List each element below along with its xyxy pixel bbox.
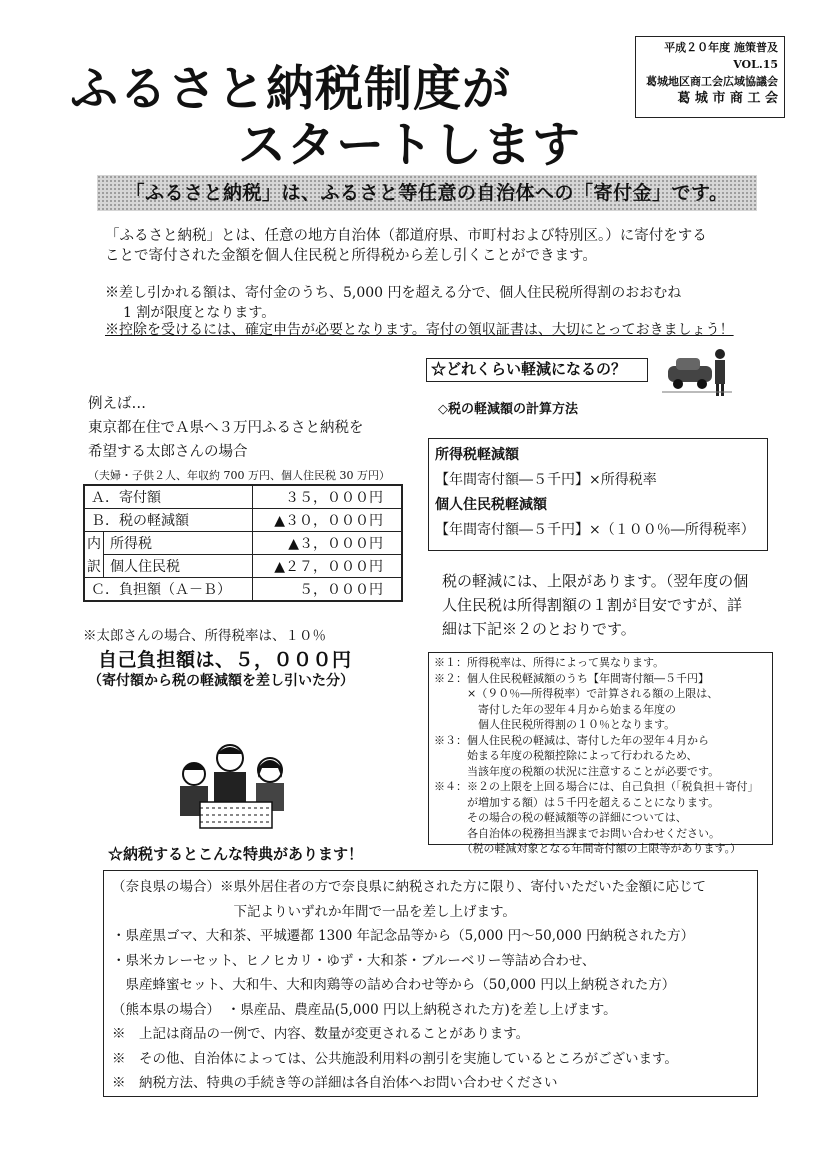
limit-line3: 細は下記※２のとおりです。 [442,620,636,638]
income-tax-label: 所得税 [104,532,253,555]
reduction-label: Ｂ．税の軽減額 [84,509,253,532]
example-household: （夫婦・子供２人、年収約 700 万円、個人住民税 30 万円） [88,469,390,482]
resident-tax-formula-title: 個人住民税軽減額 [435,497,547,513]
formula-box [428,438,768,551]
benefit-line: 県産蜂蜜セット、大和牛、大和肉鶏等の詰め合わせ等から（50,000 円以上納税された方） [112,977,676,993]
page-title-line1: ふるさと納税制度が [70,61,512,117]
issue-year: 平成２０年度 施策普及 [664,41,778,54]
table-row [84,578,402,602]
rate-note: ※太郎さんの場合、所得税率は、１０％ [83,628,326,644]
self-burden: 自己負担額は、５，０００円 [98,649,352,671]
table-row [84,509,402,532]
benefit-line: ※ 上記は商品の一例で、内容、数量が変更されることがあります。 [112,1026,530,1042]
intro-line2: ことで寄付された金額を個人住民税と所得税から差し引くことができます。 [105,248,597,264]
footnote-line: が増加する額）は５千円を超えることになります。 [434,795,720,809]
benefits-heading: ☆納税するとこんな特典があります！ [108,845,364,863]
example-case-line1: 東京都在住でＡ県へ３万円ふるさと納税を [88,420,364,436]
footnotes-box [428,652,773,855]
issue-info-box [635,36,785,118]
benefit-line: （熊本県の場合） ・県産品、農産品(5,000 円以上納税された方)を差し上げます。 [112,1001,617,1018]
income-tax-formula: 【年間寄付額―５千円】×所得税率 [435,472,657,488]
benefits-box [103,870,758,1097]
donation-label: Ａ．寄付額 [84,485,253,509]
benefit-line: ・県米カレーセット、ヒノヒカリ・ゆず・大和茶・ブルーベリー等詰め合わせ、 [112,952,596,969]
footnote-line: 各自治体の税務担当課までお問い合わせください。 [434,826,720,840]
table-row [84,532,402,555]
footnote-line: （税の軽減対象となる年間寄付額の上限等があります。） [434,842,742,855]
table-row [84,485,402,509]
benefit-line: ・県産黒ゴマ、大和茶、平城遷都 1300 年記念品等から（5,000 円～50,000 円納税された方） [112,928,695,944]
example-table [83,484,403,602]
car-illustration-icon [662,344,740,402]
example-case-line2: 希望する太郎さんの場合 [88,444,248,460]
benefit-line: ※ 納税方法、特典の手続き等の詳細は各自治体へお問い合わせください [112,1075,558,1091]
burden-value: ５，０００円 [253,578,402,602]
donation-value: ３５，０００円 [253,485,402,509]
breakdown-label-top: 内 [84,532,104,555]
footnote-line: 当該年度の税額の状況に注意することが必要です。 [434,764,720,778]
income-tax-formula-title: 所得税軽減額 [435,447,519,463]
income-tax-value: ▲３，０００円 [253,532,402,555]
issue-council: 葛城地区商工会広域協議会 [646,75,778,88]
filing-note: ※控除を受けるには、確定申告が必要となります。寄付の領収証書は、大切にとっておきましょう！ [105,322,734,338]
footnote-line: ※２：個人住民税軽減額のうち【年間寄付額―５千円】 [434,671,709,685]
deduction-note-line1: ※差し引かれる額は、寄付金のうち、5,000 円を超える分で、個人住民税所得割のおおむね [105,285,682,301]
issue-issuer: 葛 城 市 商 工 会 [677,91,778,106]
page-title-line2: スタートします [238,117,582,173]
issue-volume: VOL.15 [733,58,778,71]
family-illustration-icon [172,738,302,838]
footnote-line: 始まる年度の税額控除によって行われるため、 [434,749,698,762]
benefit-line: （奈良県の場合）※県外居住者の方で奈良県に納税された方に限り、寄付いただいた金額に応じて [112,879,706,895]
example-lead: 例えば… [88,396,146,412]
footnote-line: ※４：※２の上限を上回る場合には、自己負担（「税負担＋寄付」 [434,780,759,793]
resident-tax-label: 個人住民税 [104,555,253,578]
resident-tax-value: ▲２７，０００円 [253,555,402,578]
benefit-line: 下記よりいずれか年間で一品を差し上げます。 [112,903,516,920]
benefit-line: ※ その他、自治体によっては、公共施設利用料の割引を実施しているところがございます。 [112,1050,678,1067]
deduction-note-line2: 1 割が限度となります。 [123,305,276,321]
calc-method-heading: ◇税の軽減額の計算方法 [438,402,578,417]
reduction-value: ▲３０，０００円 [253,509,402,532]
footnote-line: ※３：個人住民税の軽減は、寄付した年の翌年４月から [434,733,709,747]
banner: 「ふるさと納税」は、ふるさと等任意の自治体への「寄付金」です。 [97,175,757,211]
reduction-heading: ☆どれくらい軽減になるの？ [426,358,648,382]
intro-line1: 「ふるさと納税」とは、任意の地方自治体（都道府県、市町村および特別区。）に寄付をする [105,228,707,244]
footnote-line: ×（９０％―所得税率）で計算される額の上限は、 [434,687,719,700]
resident-tax-formula: 【年間寄付額―５千円】×（１００％―所得税率） [435,522,755,538]
limit-line2: 人住民税は所得割額の１割が目安ですが、詳 [442,596,743,614]
burden-label: Ｃ．負担額（Ａ－Ｂ） [84,578,253,602]
footnote-line: その場合の税の軽減額等の詳細については、 [434,811,687,824]
self-burden-note: （寄付額から税の軽減額を差し引いた分） [88,673,354,689]
breakdown-label-bottom: 訳 [84,555,104,578]
limit-line1: 税の軽減には、上限があります。（翌年度の個 [442,572,749,590]
footnote-line: 個人住民税所得割の１０％となります。 [434,718,676,731]
table-row [84,555,402,578]
footnote-line: 寄付した年の翌年４月から始まる年度の [434,702,676,716]
footnote-line: ※１：所得税率は、所得によって異なります。 [434,656,665,669]
